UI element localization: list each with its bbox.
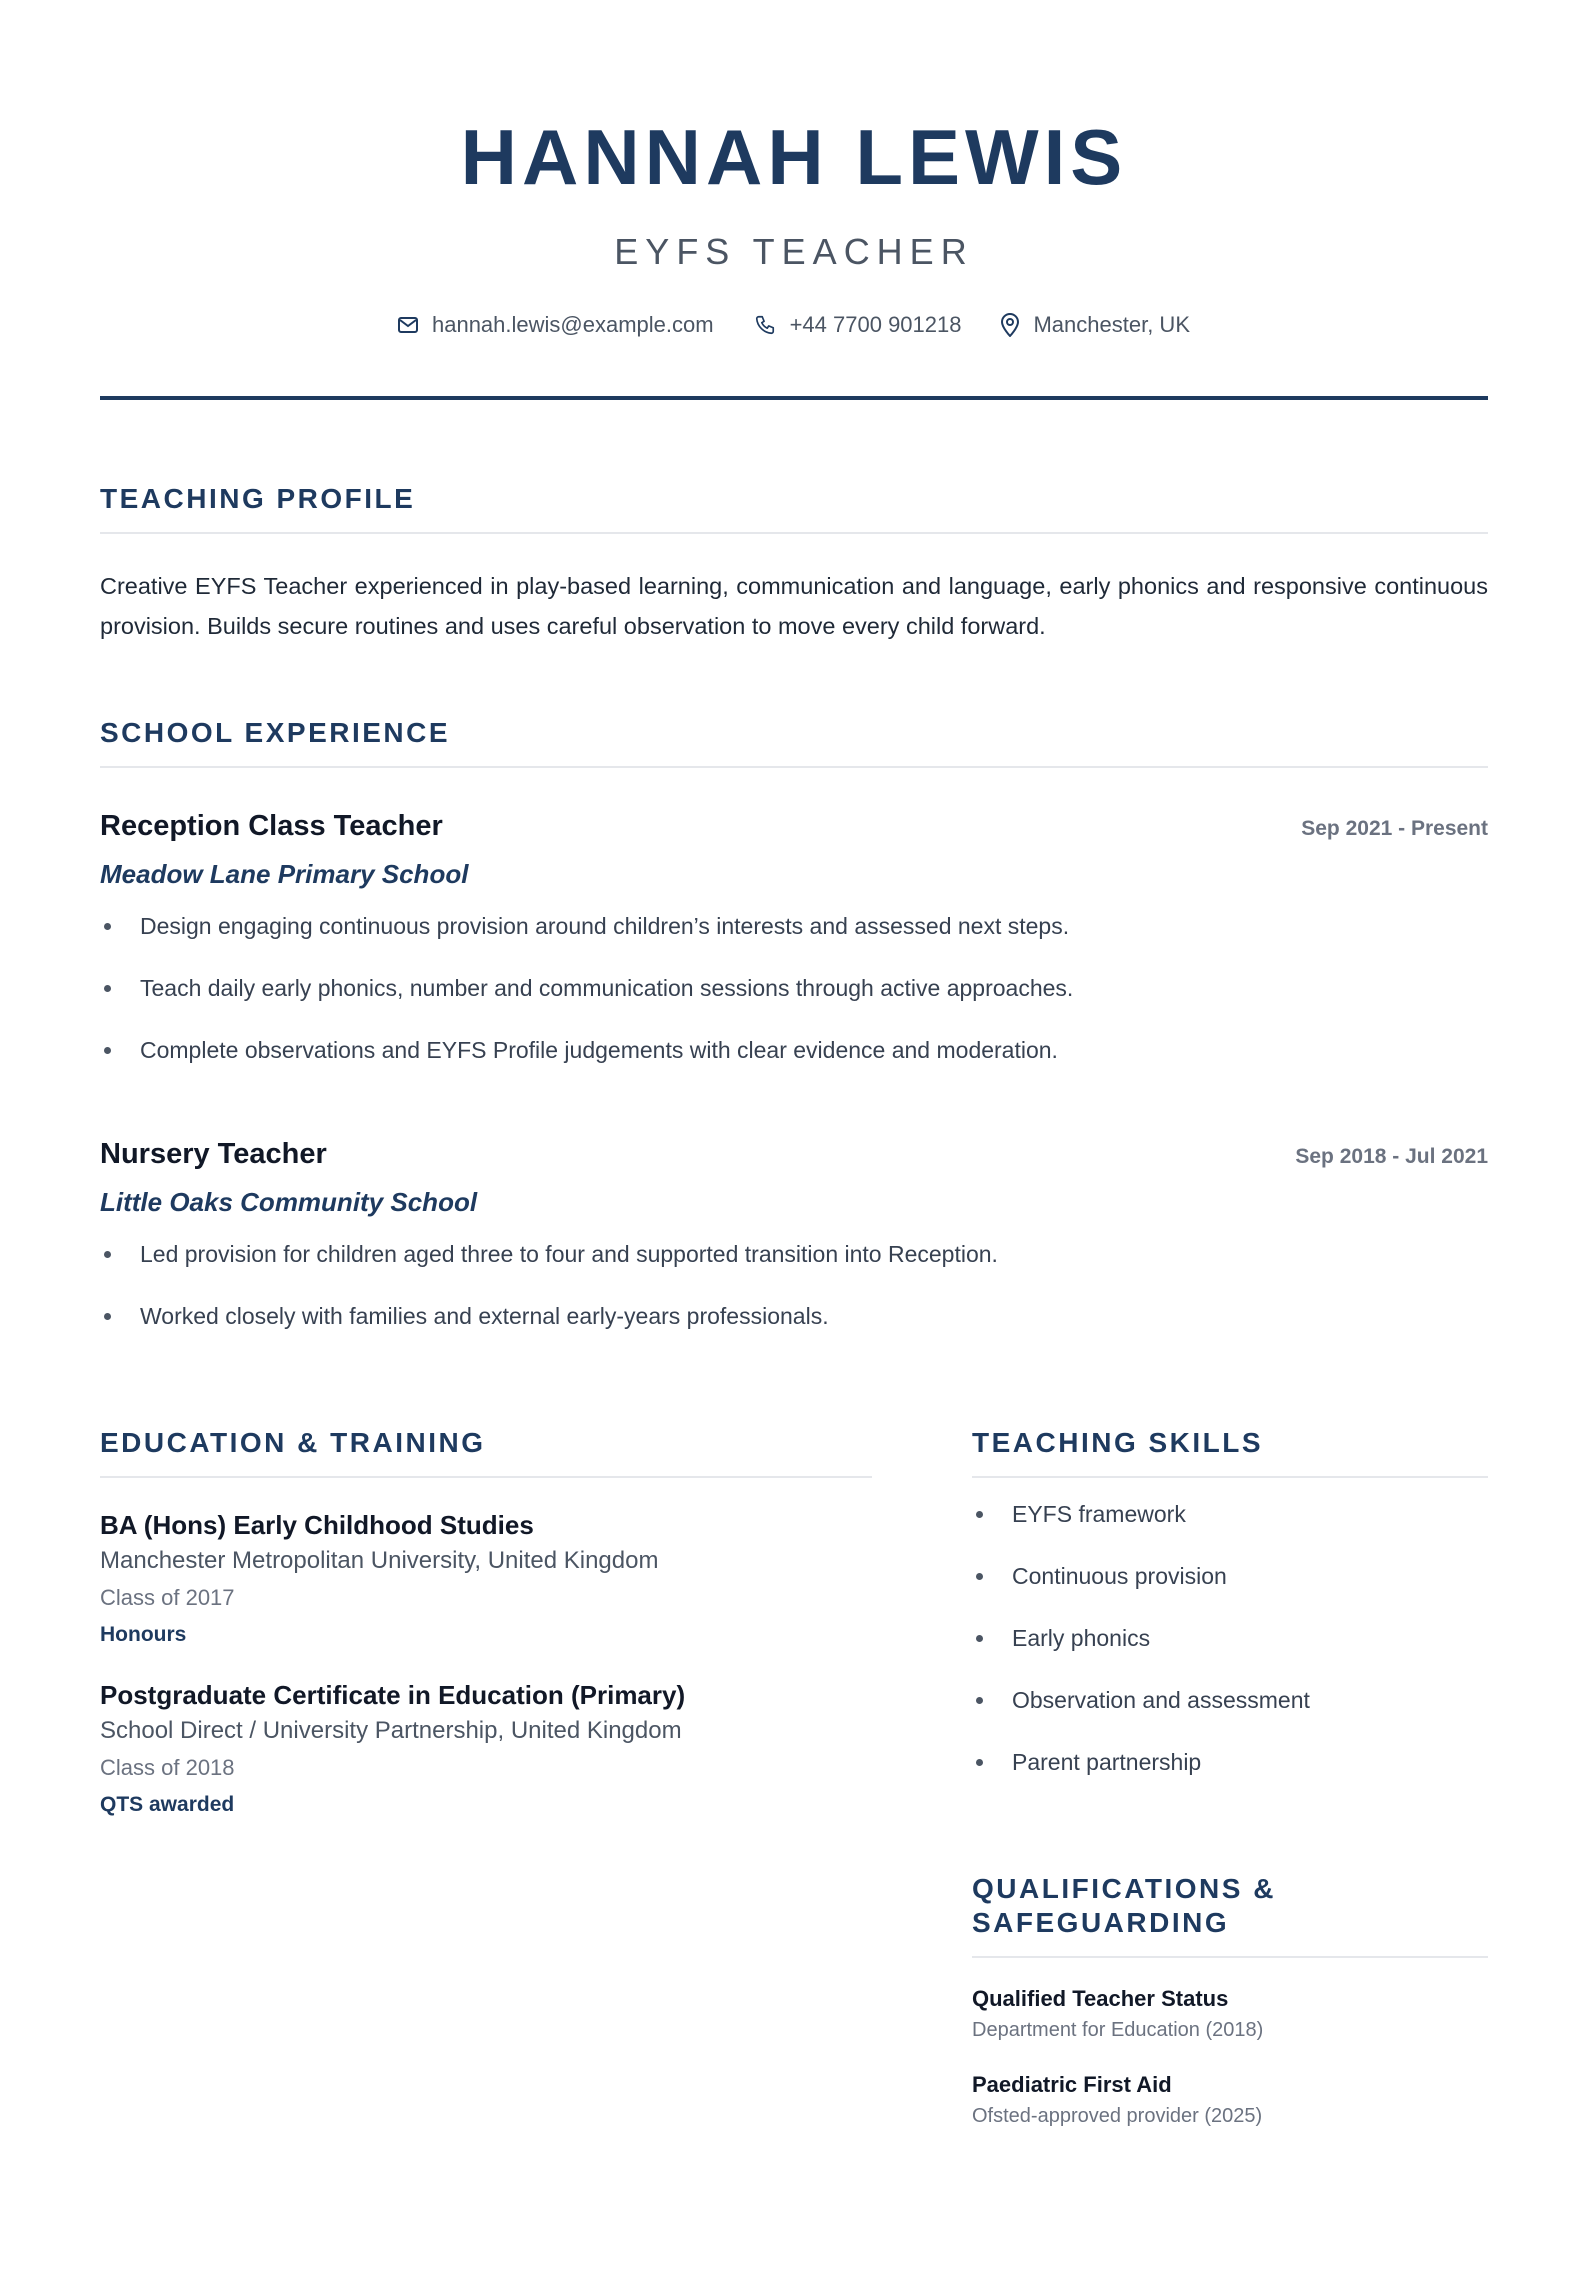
header-divider <box>100 396 1488 400</box>
contact-email[interactable] <box>398 310 714 340</box>
job-school: Meadow Lane Primary School <box>100 859 469 889</box>
job-school: Little Oaks Community School <box>100 1187 478 1217</box>
education-degree: BA (Hons) Early Childhood Studies <box>100 1510 534 1540</box>
teaching-profile-section <box>100 482 1488 646</box>
list-item: Teach daily early phonics, number and communication sessions through active approaches. <box>100 972 1488 1004</box>
list-item: Parent partnership <box>972 1746 1488 1778</box>
list-item: Worked closely with families and external early-years professionals. <box>100 1300 1488 1332</box>
contact-phone[interactable] <box>754 310 962 340</box>
education-degree: Postgraduate Certificate in Education (Primary) <box>100 1680 686 1710</box>
qualification-name: Paediatric First Aid <box>972 2072 1172 2097</box>
qualification-detail: Department for Education (2018) <box>972 2019 1264 2041</box>
section-title: TEACHING SKILLS <box>972 1426 1488 1478</box>
profile-text: Creative EYFS Teacher experienced in play-based learning, communication and language, early phonics and responsive continuous provision. Builds secure routines and uses careful observation to move every child forward. <box>100 573 1488 639</box>
section-title: EDUCATION & TRAINING <box>100 1426 872 1478</box>
job-bullets <box>100 1238 1488 1332</box>
qualification-entry <box>972 1984 1488 2044</box>
list-item: Early phonics <box>972 1622 1488 1654</box>
job-bullets <box>100 910 1488 1066</box>
contact-row <box>100 310 1488 340</box>
education-school: School Direct / University Partnership, United Kingdom <box>100 1717 682 1744</box>
education-entry <box>100 1508 872 1650</box>
contact-email-text: hannah.lewis@example.com <box>431 312 714 337</box>
job-role: Reception Class Teacher <box>100 810 443 842</box>
resume-header <box>100 0 1488 400</box>
two-column-area <box>100 1426 1488 2130</box>
qualification-detail: Ofsted-approved provider (2025) <box>972 2105 1263 2127</box>
education-school: Manchester Metropolitan University, United Kingdom <box>100 1547 659 1574</box>
list-item: EYFS framework <box>972 1498 1488 1530</box>
job-title: EYFS TEACHER <box>614 231 974 272</box>
job-header <box>100 808 1488 844</box>
skills-list <box>972 1498 1488 1778</box>
list-item: Observation and assessment <box>972 1684 1488 1716</box>
job-dates: Sep 2018 - Jul 2021 <box>1295 1145 1488 1168</box>
education-section <box>100 1426 872 2130</box>
mail-icon <box>398 317 418 333</box>
list-item: Continuous provision <box>972 1560 1488 1592</box>
location-pin-icon <box>1001 313 1019 337</box>
qualification-name: Qualified Teacher Status <box>972 1986 1229 2011</box>
list-item: Complete observations and EYFS Profile judgements with clear evidence and moderation. <box>100 1034 1488 1066</box>
contact-location-text: Manchester, UK <box>1033 312 1190 337</box>
job-header <box>100 1136 1488 1172</box>
job-entry <box>100 808 1488 1066</box>
section-title: QUALIFICATIONS & SAFEGUARDING <box>972 1872 1488 1958</box>
phone-icon <box>754 314 776 336</box>
education-note: QTS awarded <box>100 1793 235 1816</box>
candidate-name: HANNAH LEWIS <box>460 113 1128 201</box>
education-entry <box>100 1678 872 1820</box>
right-column <box>972 1426 1488 2130</box>
job-role: Nursery Teacher <box>100 1138 327 1170</box>
job-dates: Sep 2021 - Present <box>1301 817 1488 840</box>
education-note: Honours <box>100 1623 187 1646</box>
list-item: Design engaging continuous provision around children’s interests and assessed next steps. <box>100 910 1488 942</box>
section-title: TEACHING PROFILE <box>100 482 1488 534</box>
school-experience-section <box>100 716 1488 1332</box>
education-year: Class of 2018 <box>100 1755 235 1780</box>
contact-location <box>1001 310 1190 340</box>
qualification-entry <box>972 2070 1488 2130</box>
education-year: Class of 2017 <box>100 1585 235 1610</box>
contact-phone-text: +44 7700 901218 <box>789 312 962 337</box>
job-entry <box>100 1136 1488 1332</box>
teaching-skills-section <box>972 1426 1488 1778</box>
qualifications-section <box>972 1872 1488 2130</box>
section-title: SCHOOL EXPERIENCE <box>100 716 1488 768</box>
list-item: Led provision for children aged three to four and supported transition into Reception. <box>100 1238 1488 1270</box>
